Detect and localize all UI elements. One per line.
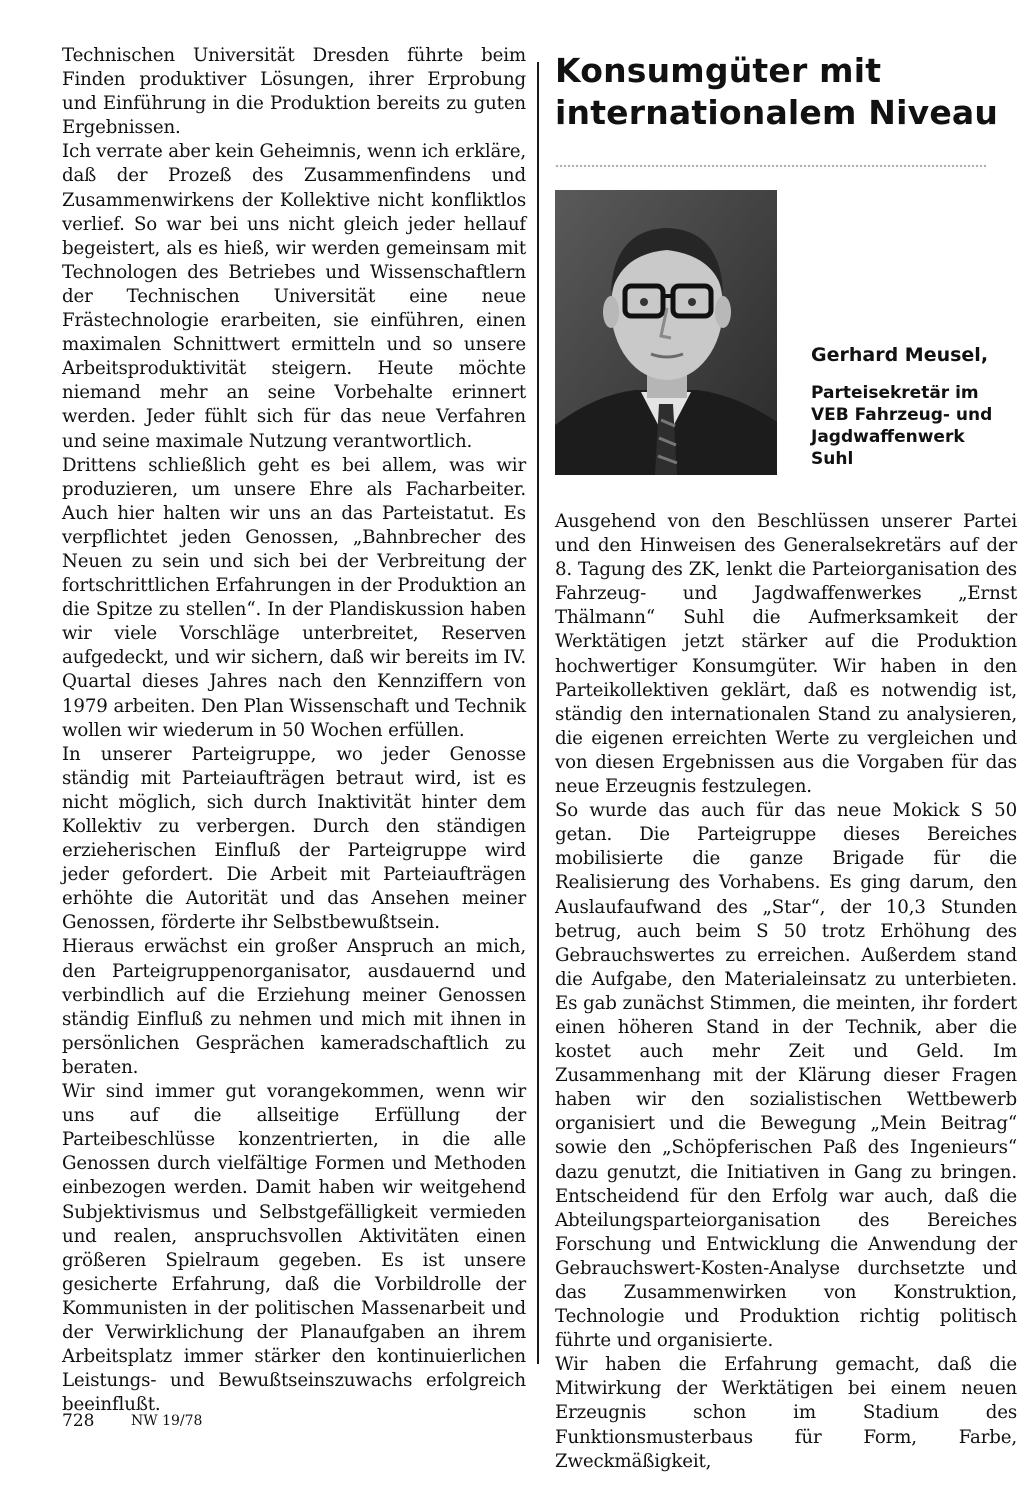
author-block: [555, 190, 1017, 475]
article-paragraph-1: Ausgehend von den Beschlüssen unserer Partei und den Hinweisen des Generalsekretärs auf der 8. Tagung des ZK, lenkt die Parteiorganisation des Fahrzeug- und Jagdwaffenwerkes „Ernst Thälmann“ Suhl die Aufmerksamkeit der Werktätigen jetzt stärker auf die Produktion hochwertiger Konsumgüter. Wir haben in den Parteikollektiven geklärt, daß es notwendig ist, ständig den internationalen Stand zu analysieren, die eigenen erreichten Werte zu vergleichen und von diesen Ergebnissen aus die Vorgaben für das neue Erzeugnis festzulegen.: [555, 511, 1017, 798]
article-paragraph-3: Wir haben die Erfahrung gemacht, daß die Mitwirkung der Werktätigen bei einem neuen Erzeugnis schon im Stadium des Funktionsmusterbaus für Form, Farbe, Zweckmäßigkeit,: [555, 1354, 1017, 1472]
author-caption: [811, 343, 1017, 470]
left-paragraph-3: Drittens schließlich geht es bei allem, was wir produzieren, um unsere Ehre als Facharbeiter. Auch hier halten wir uns an das Parteistatut. Es verpflichtet jeden Genossen, „Bahnbrecher des Neuen zu sein und sich bei der Verbreitung der fortschrittlichen Erfahrungen in der Produktion an die Spitze zu stellen“. In der Plandiskussion haben wir viele Vorschläge unterbreitet, Reserven aufgedeckt, und wir sichern, daß wir bereits im IV. Quartal dieses Jahres nach den Kennziffern von 1979 arbeiten. Den Plan Wissenschaft und Technik wollen wir wiederum in 50 Wochen erfüllen.: [62, 454, 526, 741]
page-number: 728: [62, 1411, 95, 1431]
left-paragraph-1: Technischen Universität Dresden führte beim Finden produktiver Lösungen, ihrer Erprobung und Einführung in die Produktion bereits zu guten Ergebnissen.: [62, 45, 526, 139]
article-paragraph-2: So wurde das auch für das neue Mokick S 50 getan. Die Parteigruppe dieses Bereiches mobilisierte die ganze Brigade für die Realisierung des Vorhabens. Es ging darum, den Auslaufaufwand des „Star“, der 10,3 Stunden betrug, auch beim S 50 trotz Erhöhung des Gebrauchswertes zu erreichen. Außerdem stand die Aufgabe, den Materialeinsatz zu unterbieten. Es gab zunächst Stimmen, die meinten, ihr fordert einen höheren Stand in der Technik, aber die kostet auch mehr Zeit und Geld. Im Zusammenhang mit der Klärung dieser Fragen haben wir den sozialistischen Wettbewerb organisiert und die Bewegung „Mein Beitrag“ sowie den „Schöpferischen Paß des Ingenieurs“ dazu genutzt, die Initiativen in Gang zu bringen. Entscheidend für den Erfolg war auch, daß die Abteilungsparteiorganisation des Bereiches Forschung und Entwicklung die Anwendung der Gebrauchswert-Kosten-Analyse durchsetzte und das Zusammenwirken von Konstruktion, Technologie und Produktion richtig politisch führte und organisierte.: [555, 800, 1017, 1352]
left-paragraph-4: In unserer Parteigruppe, wo jeder Genosse ständig mit Parteiaufträgen betraut wird, ist es nicht möglich, sich durch Inaktivität hinter dem Kollektiv zu verbergen. Durch den ständigen erzieherischen Einfluß der Parteigruppe wird jeder gefordert. Die Arbeit mit Parteiaufträgen erhöhte die Autorität und das Ansehen meiner Genossen, förderte ihr Selbstbewußtsein.: [62, 743, 526, 934]
article-body: [555, 510, 1017, 1474]
headline-line-2: internationalem Niveau: [555, 93, 999, 132]
author-role: [811, 382, 1017, 470]
issue-label: NW 19/78: [131, 1413, 203, 1429]
column-divider: [537, 62, 539, 1364]
left-paragraph-5: Hieraus erwächst ein großer Anspruch an mich, den Parteigruppenorganisator, ausdauernd und verbindlich auf die Erziehung meiner Genossen ständig Einfluß zu nehmen und mich mit ihnen in persönlichen Gesprächen kameradschaftlich zu beraten.: [62, 936, 526, 1078]
author-portrait-photo: [555, 190, 777, 475]
author-name: Gerhard Meusel,: [811, 344, 989, 366]
author-role-line-3: Jagdwaffenwerk: [811, 427, 965, 447]
author-role-line-4: Suhl: [811, 449, 854, 469]
left-paragraph-6: Wir sind immer gut vorangekommen, wenn wir uns auf die allseitige Erfüllung der Parteibeschlüsse konzentrierten, in die alle Genossen durch vielfältige Formen und Methoden einbezogen werden. Damit haben wir weitgehend Subjektivismus und Selbstgefälligkeit vermieden und realen, anspruchsvollen Aktivitäten einen größeren Spielraum gegeben. Es ist unsere gesicherte Erfahrung, daß die Vorbildrolle der Kommunisten in der politischen Massenarbeit und der Verwirklichung der Planaufgaben an ihrem Arbeitsplatz immer stärker den kontinuierlichen Leistungs- und Bewußtseinszuwachs erfolgreich beeinflußt.: [62, 1081, 526, 1416]
portrait-illustration: [555, 190, 777, 475]
dotted-separator: [555, 164, 987, 169]
author-role-line-1: Parteisekretär im: [811, 383, 979, 403]
headline-line-1: Konsumgüter mit: [555, 51, 882, 90]
article-headline: [555, 50, 1017, 134]
left-paragraph-2: Ich verrate aber kein Geheimnis, wenn ich erkläre, daß der Prozeß des Zusammenfindens und Zusammenwirkens der Kollektive nicht konfliktlos verlief. So war bei uns nicht gleich jeder hellauf begeistert, als es hieß, wir werden gemeinsam mit Technologen des Betriebes und Wissenschaftlern der Technischen Universität eine neue Frästechnologie erarbeiten, sie einführen, einen maximalen Schnittwert ermitteln und so unsere Arbeitsproduktivität steigern. Heute möchte niemand mehr an seine Vorbehalte erinnert werden. Jeder fühlt sich für das neue Verfahren und seine maximale Nutzung verantwortlich.: [62, 141, 526, 452]
author-role-line-2: VEB Fahrzeug- und: [811, 405, 993, 425]
article-column: [555, 50, 1017, 1474]
left-column: [62, 44, 526, 1417]
